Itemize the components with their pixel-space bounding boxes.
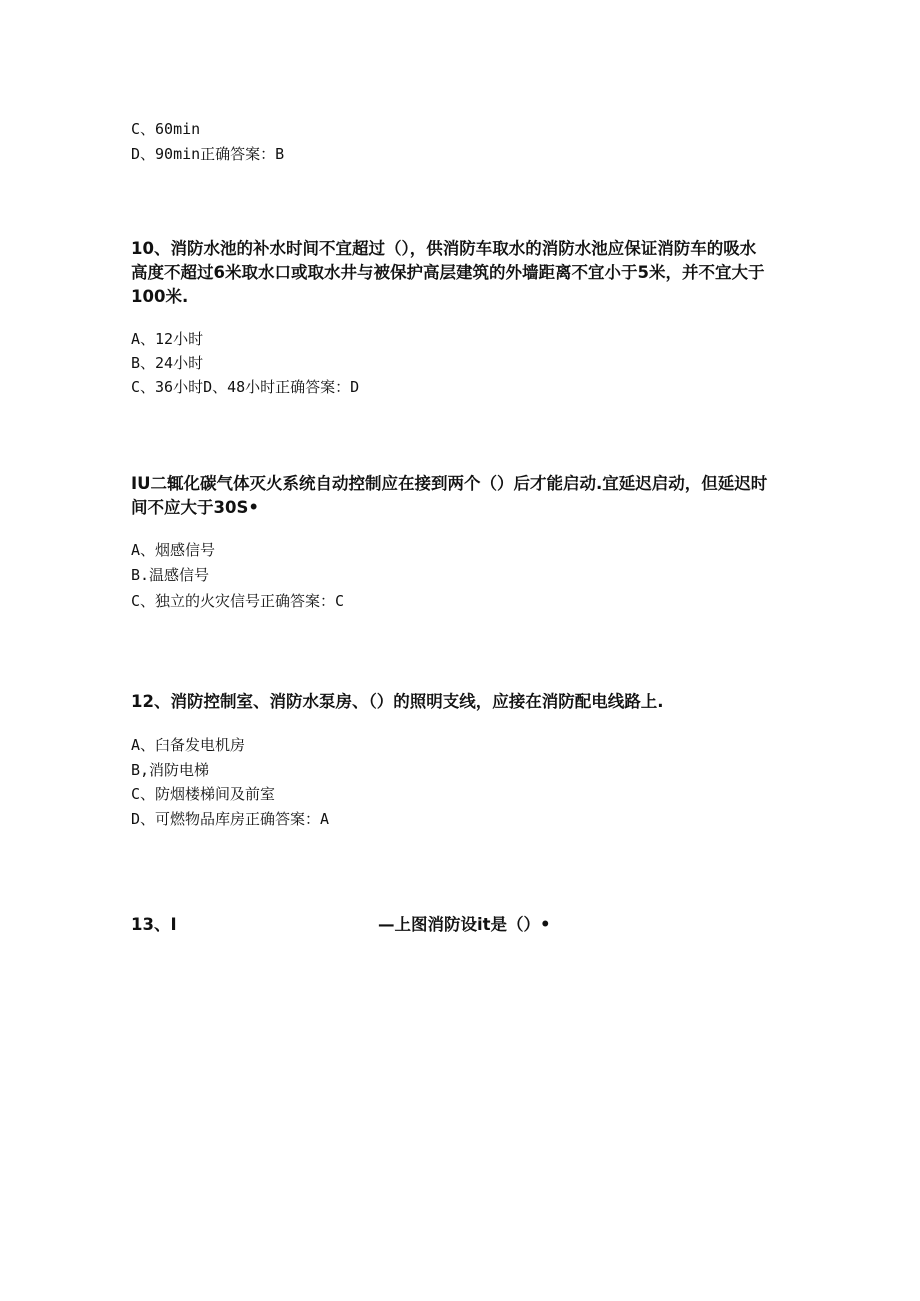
q11-option-a: A、烟感信号: [131, 541, 216, 559]
q10-option-b: B、24小时: [131, 354, 204, 372]
q10-text-line3: 100米.: [131, 287, 189, 306]
q12-text-line1: 12、消防控制室、消防水泵房、（）的照明支线，应接在消防配电线路上.: [131, 692, 664, 711]
q10-option-a: A、12小时: [131, 330, 204, 348]
q13-number: 13、I: [131, 915, 177, 934]
q9-option-d-answer: D、90min正确答案：B: [131, 145, 285, 163]
q10-text-line2: 高度不超过6米取水口或取水井与被保护高层建筑的外墙距离不宜小于5米，并不宜大于: [131, 263, 765, 282]
q12-option-b: B,消防电梯: [131, 761, 210, 779]
q11-text-line2: 间不应大于30S•: [131, 498, 259, 517]
q11-text-line1: IU二辄化碳气体灭火系统自动控制应在接到两个（）后才能启动.宜延迟启动，但延迟时: [131, 474, 768, 493]
q13-text: —上图消防设it是（）•: [378, 915, 551, 934]
q12-option-c: C、防烟楼梯间及前室: [131, 785, 276, 803]
q11-option-b: B.温感信号: [131, 566, 210, 584]
q12-option-d-answer: D、可燃物品库房正确答案：A: [131, 810, 330, 828]
q11-option-c-answer: C、独立的火灾信号正确答案：C: [131, 592, 345, 610]
q12-option-a: A、臼备发电机房: [131, 736, 246, 754]
q10-text-line1: 10、消防水池的补水时间不宜超过（），供消防车取水的消防水池应保证消防车的吸水: [131, 239, 757, 258]
q10-option-cd-answer: C、36小时D、48小时正确答案：D: [131, 378, 360, 396]
q9-option-c: C、60min: [131, 120, 201, 138]
